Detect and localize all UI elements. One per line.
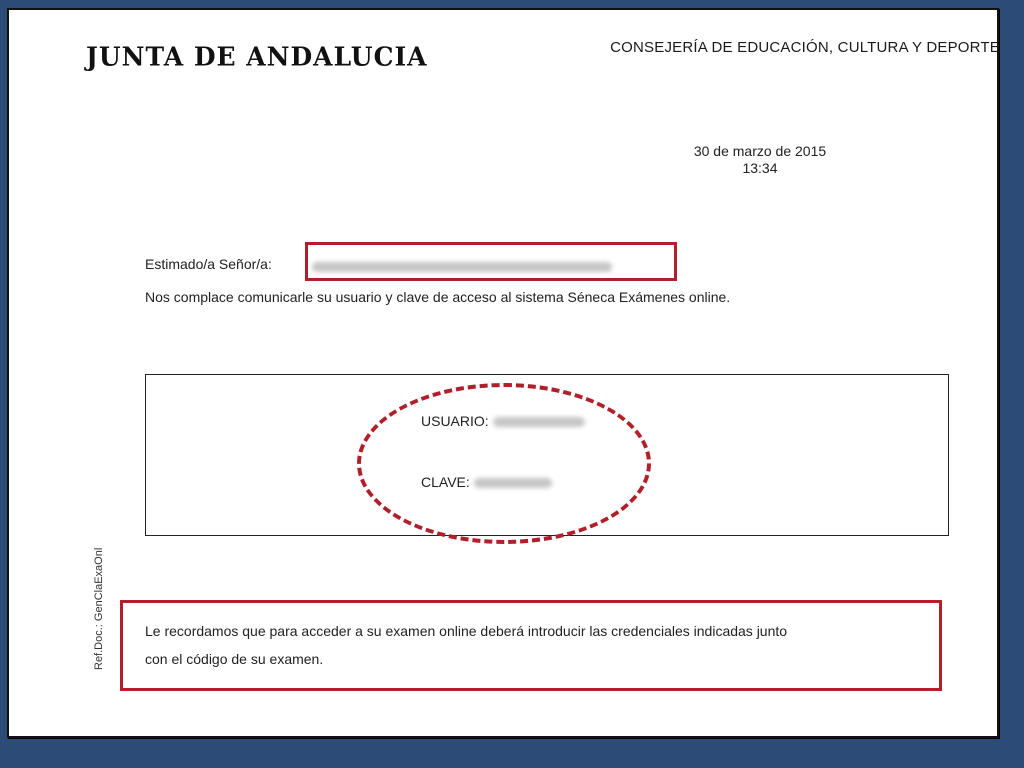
credentials-highlight-ellipse xyxy=(357,383,651,544)
junta-logo: JUNTA DE ANDALUCIA xyxy=(86,41,428,72)
date-time: 13:34 xyxy=(742,160,778,176)
password-label: CLAVE: xyxy=(421,474,470,490)
reminder-line-1: Le recordamos que para acceder a su examen online deberá introducir las credenciales indicadas junto xyxy=(145,623,788,639)
reference-code: Ref.Doc.: GenClaExaOnl xyxy=(93,547,105,670)
reminder-line-2: con el código de su examen. xyxy=(145,651,324,667)
department-title: CONSEJERÍA DE EDUCACIÓN, CULTURA Y DEPORTE xyxy=(610,39,1000,56)
reminder-text xyxy=(145,617,935,673)
name-highlight-box xyxy=(305,242,677,281)
document-date xyxy=(660,143,860,177)
intro-text: Nos complace comunicarle su usuario y clave de acceso al sistema Séneca Exámenes online. xyxy=(145,289,731,305)
username-label: USUARIO: xyxy=(421,413,489,429)
date-day: 30 de marzo de 2015 xyxy=(693,143,827,159)
greeting-label: Estimado/a Señor/a: xyxy=(145,256,272,272)
